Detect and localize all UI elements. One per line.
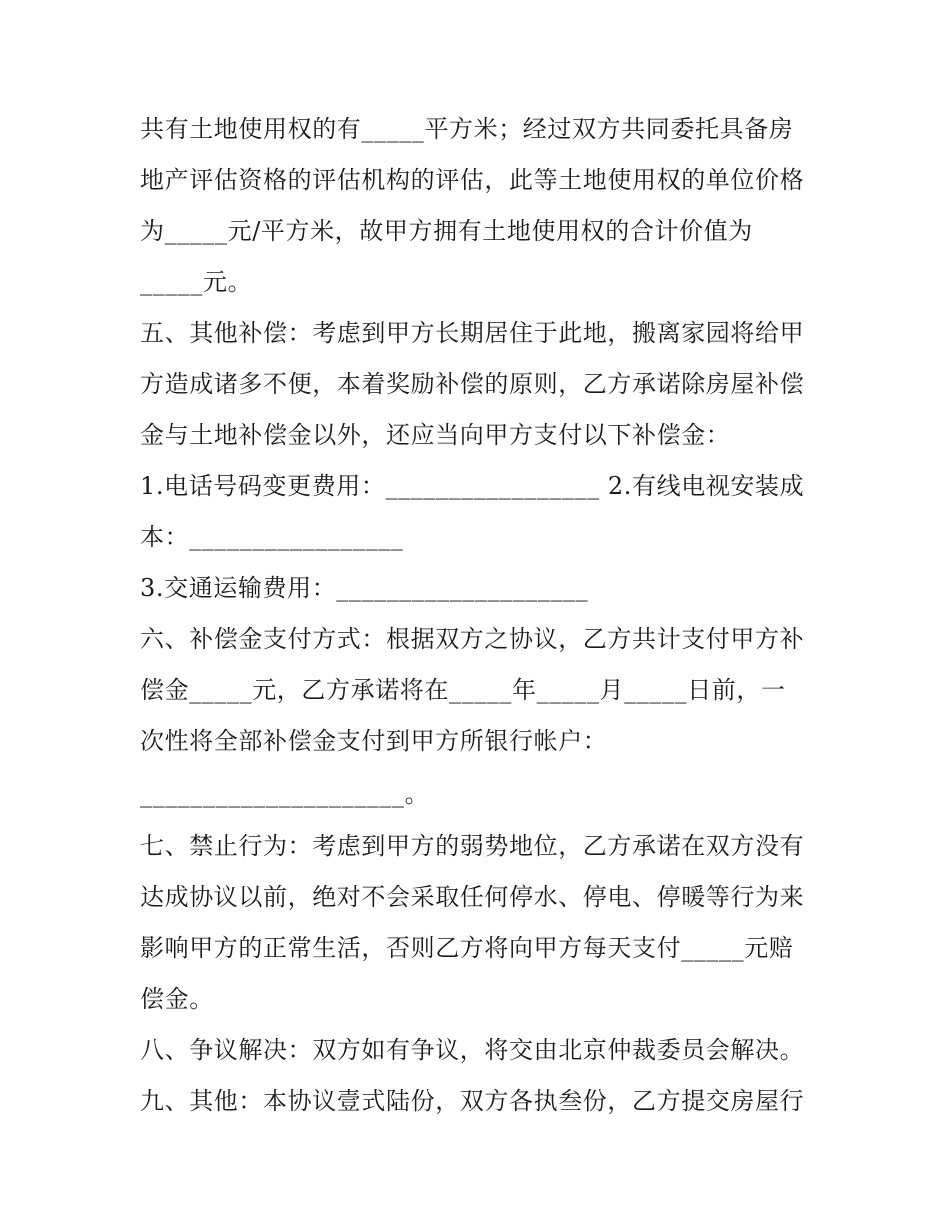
section-6-line: 六、补偿金支付方式：根据双方之协议，乙方共计支付甲方补 <box>140 625 805 653</box>
section-5-line: 五、其他补偿：考虑到甲方长期居住于此地，搬离家园将给甲 <box>140 319 805 347</box>
paragraph-line: 次性将全部补偿金支付到甲方所银行帐户： <box>140 727 608 755</box>
paragraph-line: 方造成诸多不便，本着奖励补偿的原则，乙方承诺除房屋补偿 <box>140 370 805 398</box>
paragraph-line: 金与土地补偿金以外，还应当向甲方支付以下补偿金： <box>140 421 731 449</box>
paragraph-line: 共有土地使用权的有_____平方米；经过双方共同委托具备房 <box>140 115 794 143</box>
section-8-line: 八、争议解决：双方如有争议，将交由北京仲裁委员会解决。 <box>140 1036 805 1064</box>
document-body <box>140 104 820 1127</box>
paragraph-line: 地产评估资格的评估机构的评估，此等土地使用权的单位价格 <box>140 166 805 194</box>
fee-item-line: 本：_________________ <box>140 523 404 551</box>
section-7-line: 七、禁止行为：考虑到甲方的弱势地位，乙方承诺在双方没有 <box>140 832 805 860</box>
paragraph-line: 偿金_____元，乙方承诺将在_____年_____月_____日前，一 <box>140 676 786 704</box>
paragraph-line: _____元。 <box>140 268 253 296</box>
fee-item-line: 1.电话号码变更费用：_________________ 2.有线电视安装成 <box>140 472 805 500</box>
bank-account-line: _____________________。 <box>140 780 430 808</box>
section-9-line: 九、其他：本协议壹式陆份，双方各执叁份，乙方提交房屋行 <box>140 1087 805 1115</box>
paragraph-line: 偿金。 <box>140 985 214 1013</box>
paragraph-line: 为_____元/平方米，故甲方拥有土地使用权的合计价值为 <box>140 217 753 245</box>
paragraph-line: 影响甲方的正常生活，否则乙方将向甲方每天支付_____元赔 <box>140 934 794 962</box>
fee-item-line: 3.交通运输费用：____________________ <box>140 574 589 602</box>
paragraph-line: 达成协议以前，绝对不会采取任何停水、停电、停暖等行为来 <box>140 883 805 911</box>
